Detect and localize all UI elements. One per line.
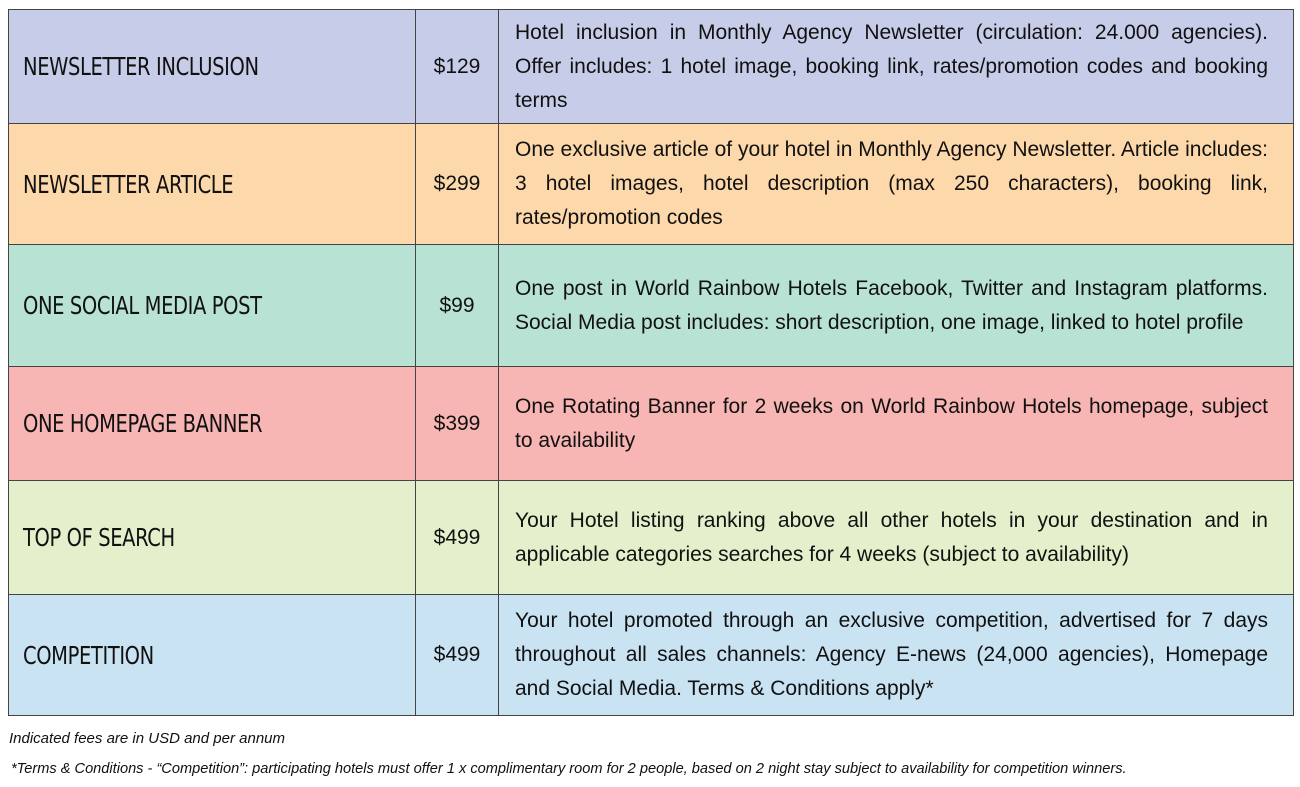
service-description: Hotel inclusion in Monthly Agency Newsletter (circulation: 24.000 agencies). Offer includes: 1 hotel image, booking link, rates/promotion codes and booking terms — [499, 10, 1294, 124]
pricing-table — [8, 9, 1294, 716]
service-name-label: NEWSLETTER ARTICLE — [23, 169, 234, 199]
service-price: $99 — [416, 245, 499, 367]
table-row — [9, 245, 1294, 367]
service-description: Your Hotel listing ranking above all other hotels in your destination and in applicable categories searches for 4 weeks (subject to availability) — [499, 481, 1294, 595]
service-name-label: ONE HOMEPAGE BANNER — [23, 409, 263, 438]
service-name — [9, 481, 416, 595]
table-row — [9, 481, 1294, 595]
service-name — [9, 124, 416, 245]
table-row — [9, 124, 1294, 245]
service-name — [9, 10, 416, 124]
service-name — [9, 595, 416, 716]
fees-note: Indicated fees are in USD and per annum — [9, 730, 285, 747]
service-name-label: COMPETITION — [23, 640, 154, 670]
table-row — [9, 367, 1294, 481]
service-description: Your hotel promoted through an exclusive competition, advertised for 7 days throughout all sales channels: Agency E-news (24,000 agencies), Homepage and Social Media. Terms & Conditions apply* — [499, 595, 1294, 716]
service-price: $499 — [416, 595, 499, 716]
terms-note: *Terms & Conditions - “Competition”: participating hotels must offer 1 x complimentary room for 2 people, based on 2 night stay subject to availability for competition winners. — [11, 761, 1127, 777]
table-row — [9, 10, 1294, 124]
service-name — [9, 367, 416, 481]
service-price: $399 — [416, 367, 499, 481]
service-price: $129 — [416, 10, 499, 124]
service-description: One post in World Rainbow Hotels Facebook, Twitter and Instagram platforms. Social Media post includes: short description, one image, linked to hotel profile — [499, 245, 1294, 367]
service-description: One Rotating Banner for 2 weeks on World Rainbow Hotels homepage, subject to availability — [499, 367, 1294, 481]
table-row — [9, 595, 1294, 716]
service-name — [9, 245, 416, 367]
service-description: One exclusive article of your hotel in Monthly Agency Newsletter. Article includes: 3 hotel images, hotel description (max 250 characters), booking link, rates/promotion codes — [499, 124, 1294, 245]
service-name-label: ONE SOCIAL MEDIA POST — [23, 291, 262, 320]
service-name-label: NEWSLETTER INCLUSION — [23, 52, 259, 81]
service-price: $499 — [416, 481, 499, 595]
service-name-label: TOP OF SEARCH — [23, 523, 175, 552]
service-price: $299 — [416, 124, 499, 245]
